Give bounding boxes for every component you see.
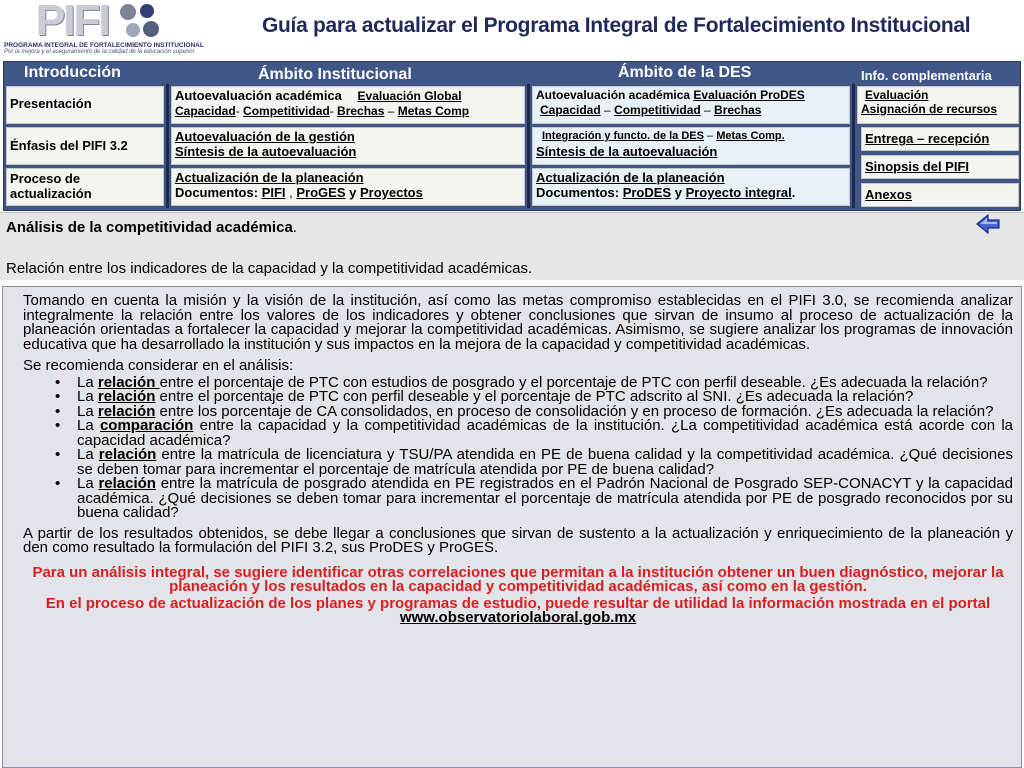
nav-info-entrega[interactable]: Entrega – recepción (861, 127, 1019, 151)
nav-head-info-complementaria[interactable]: Info. complementaria (861, 68, 992, 83)
link-des-autoeval[interactable]: Autoevaluación académica (536, 88, 691, 102)
section-strip (0, 212, 1024, 280)
page-title: Guía para actualizar el Programa Integral de Fortalecimiento Institucional (262, 14, 971, 37)
analysis-bullet: • La relación entre el porcentaje de PTC con perfil deseable y el porcentaje de PTC adscrito al SNI. ¿Es adecuada la relación? (55, 390, 1013, 405)
link-des-metas-comp[interactable]: Metas Comp. (716, 130, 785, 142)
link-proges[interactable]: ProGES (296, 185, 346, 200)
back-arrow-icon[interactable] (976, 214, 1000, 234)
nav-head-ambito-des[interactable]: Ámbito de la DES (618, 64, 752, 81)
pifi-logo (0, 0, 205, 60)
link-evaluacion[interactable]: Evaluación (865, 88, 929, 102)
link-prodes[interactable]: ProDES (622, 185, 672, 200)
link-pifi[interactable]: PIFI (261, 185, 286, 200)
nav-inst-gestion[interactable] (171, 127, 525, 165)
nav-proceso-actualizacion[interactable]: Proceso de actualización (6, 168, 164, 206)
nav-presentacion[interactable]: Presentación (6, 86, 164, 124)
column-divider (166, 84, 169, 208)
link-des-competitividad[interactable]: Competitividad (614, 103, 701, 117)
analysis-bullet: • La relación entre la matrícula de posgrado atendida en PE registrados en el Padrón Nacional de Posgrado SEP-CONACYT y la capacidad académica. ¿Qué decisiones se deben tomar para incrementar el porcentaje de matrícula atendida por PE de posgrado reconocidos por su buena calidad? (55, 477, 1013, 521)
link-proyecto-integral[interactable]: Proyecto integral (685, 185, 792, 200)
bullet-keyword: relación (98, 475, 156, 492)
nav-inst-actualizacion[interactable]: Actualización de la planeación Documentos: PIFI , ProGES y Proyectos (171, 168, 525, 206)
bullets-lead: Se recomienda considerar en el análisis: (23, 357, 294, 374)
link-des-capacidad[interactable]: Capacidad (540, 103, 601, 117)
logo-word: PIFI (36, 0, 109, 45)
link-actualizacion-des[interactable]: Actualización de la planeación (536, 170, 725, 185)
link-autoeval-academica[interactable]: Autoevaluación académica (175, 88, 342, 103)
link-autoeval-gestion[interactable]: Autoevaluación de la gestión (175, 129, 355, 144)
nav-des-integracion[interactable]: Integración y functo. de la DES – Metas Comp. Síntesis de la autoevaluación (532, 127, 850, 165)
link-metas-comp[interactable]: Metas Comp (397, 104, 470, 118)
analysis-bullet: • La relación entre la matrícula de licenciatura y TSU/PA atendida en PE de buena calidad y la competitividad académica. ¿Qué decisiones se deben tomar para incrementar el porcentaje de matrícula atendida por PE de buena calidad? (55, 448, 1013, 477)
analysis-bullet: • La relación entre los porcentaje de CA consolidados, en proceso de consolidación y en proceso de formación. ¿Es adecuada la relación? (55, 405, 1013, 420)
link-evaluacion-prodes[interactable]: Evaluación ProDES (693, 88, 805, 102)
nav-des-actualizacion[interactable]: Actualización de la planeación Documentos: ProDES y Proyecto integral. (532, 168, 850, 206)
logo-subtitle: PROGRAMA INTEGRAL DE FORTALECIMIENTO INSTITUCIONAL Por la mejora y el aseguramiento de la calidad de la educación superior (4, 42, 204, 55)
portal-link[interactable]: www.observatoriolaboral.gob.mx (399, 609, 637, 626)
nav-enfasis[interactable]: Énfasis del PIFI 3.2 (6, 127, 164, 165)
bullet-keyword: relación (97, 388, 156, 405)
nav-head-ambito-institucional[interactable]: Ámbito Institucional (258, 66, 412, 83)
link-capacidad[interactable]: Capacidad (175, 104, 236, 118)
link-integracion-des[interactable]: Integración y functo. de la DES (542, 130, 704, 142)
content-panel (2, 286, 1022, 768)
intro-paragraph: Tomando en cuenta la misión y la visión de la institución, así como las metas compromiso establecidas en el PIFI 3.0, se recomienda analizar integralmente la relación entre los valores de los indicadores y obtener conclusiones que sirvan de insumo al proceso de actualización de la planeación orientadas a fortalecer la capacidad y mejorar la competitividad académicas. Asimismo, se sugiere analizar los programas de innovación educativa que ha desarrollado la institución y sus impactos en la mejora de la capacidad y competitividad académicas. (23, 292, 1013, 353)
link-actualizacion-inst[interactable]: Actualización de la planeación (175, 170, 364, 185)
link-des-brechas[interactable]: Brechas (714, 103, 762, 117)
nav-info-evaluacion[interactable] (857, 86, 1019, 124)
link-evaluacion-global[interactable]: Evaluación Global (357, 89, 462, 103)
link-brechas[interactable]: Brechas (337, 104, 385, 118)
column-divider (852, 84, 855, 208)
logo-dots-icon (118, 2, 162, 42)
link-sintesis-des[interactable]: Síntesis de la autoevaluación (536, 144, 718, 159)
bullet-keyword: relación (97, 373, 160, 391)
nav-inst-autoevaluacion[interactable]: Autoevaluación académica Evaluación Global Capacidad- Competitividad- Brechas – Metas Comp (171, 86, 525, 124)
bullet-keyword: relación (97, 402, 156, 420)
bullet-keyword: relación (98, 446, 157, 463)
note-integral: Para un análisis integral, se sugiere identificar otras correlaciones que permitan a la institución obtener un buen diagnóstico, mejorar la planeación y los resultados en la capacidad y competitividad académicas, así como en la gestión. (32, 563, 1004, 595)
link-sintesis-inst[interactable]: Síntesis de la autoevaluación (175, 144, 357, 159)
nav-head-introduccion[interactable]: Introducción (24, 64, 121, 81)
content-body (23, 294, 1013, 628)
note-portal: En el proceso de actualización de los planes y programas de estudio, puede resultar de utilidad la información mostrada en el portal www.observatoriolaboral.gob.mx (45, 594, 991, 626)
nav-info-anexos[interactable]: Anexos (861, 183, 1019, 207)
link-proyectos[interactable]: Proyectos (359, 185, 423, 200)
analysis-bullet: • La relación entre el porcentaje de PTC con estudios de posgrado y el porcentaje de PTC con perfil deseable. ¿Es adecuada la relación? (55, 376, 1013, 391)
section-subtitle: Relación entre los indicadores de la capacidad y la competitividad académicas. (6, 260, 533, 277)
label-documentos: Documentos: (175, 185, 259, 200)
column-divider (527, 84, 530, 208)
section-title: Análisis de la competitividad académica. (6, 219, 297, 236)
bullet-keyword: comparación (99, 417, 194, 434)
link-asignacion-recursos[interactable]: Asignación de recursos (861, 102, 998, 116)
nav-des-autoevaluacion[interactable]: Autoevaluación académica Evaluación ProDES Capacidad – Competitividad – Brechas (532, 86, 850, 124)
nav-info-sinopsis[interactable]: Sinopsis del PIFI (861, 155, 1019, 179)
conclusion-paragraph: A partir de los resultados obtenidos, se debe llegar a conclusiones que sirvan de sustento a la actualización y enriquecimiento de la planeación y den como resultado la formulación del PIFI 3.2, sus ProDES y ProGES. (23, 524, 1013, 556)
analysis-bullet: • La comparación entre la capacidad y la competitividad académicas de la institución. ¿La competitividad académica está acorde con la capacidad académica? (55, 419, 1013, 448)
analysis-bullets (55, 373, 1013, 521)
link-competitividad[interactable]: Competitividad (243, 104, 330, 118)
